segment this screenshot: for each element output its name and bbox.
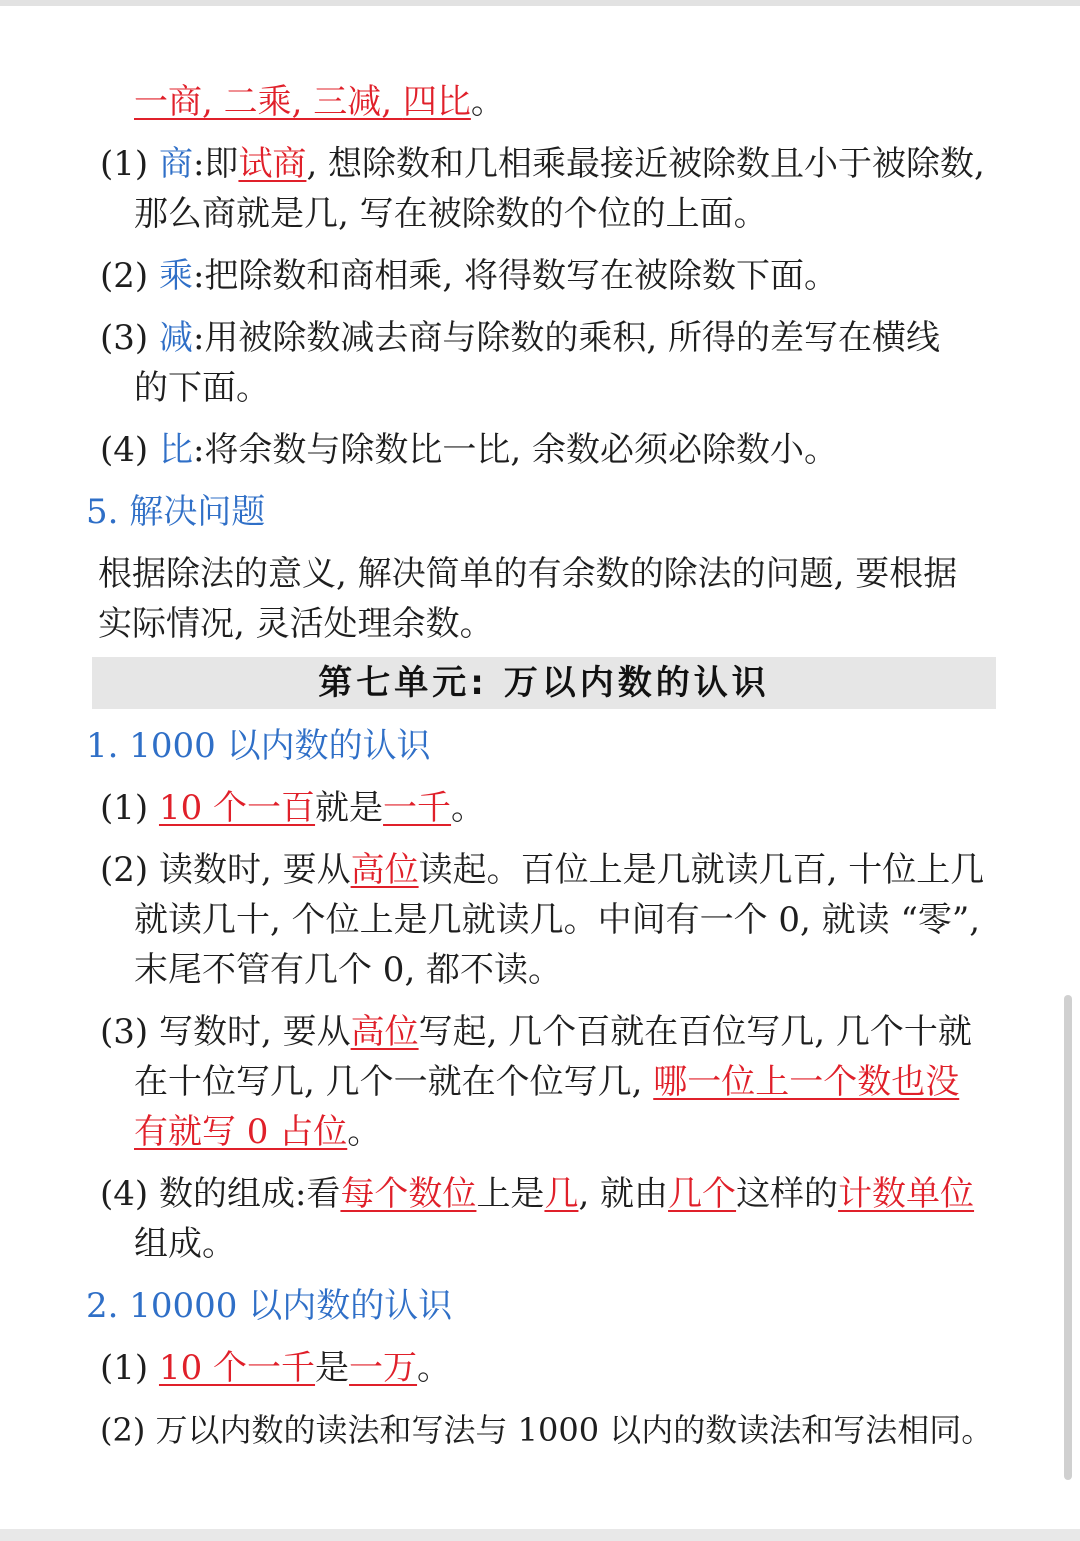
s2-item-1: (1) 10 个一千是一万。 [100,1348,452,1388]
s2-item-2: (2) 万以内数的读法和写法与 1000 以内的数读法和写法相同。 [100,1411,994,1449]
s1-item-4-line-1: (4) 数的组成:看每个数位上是几, 就由几个这样的计数单位 [100,1174,975,1214]
step-3-line-1: (3) 减:用被除数减去商与除数的乘积, 所得的差写在横线 [100,318,941,358]
summary-period: 。 [470,82,505,122]
step-2-keyword: 乘 [158,256,193,296]
section-5-heading: 5. 解决问题 [86,492,266,532]
top-edge-bar [0,0,1080,6]
step-3-keyword: 减 [158,318,193,358]
step-2-line: (2) 乘:把除数和商相乘, 将得数写在被除数下面。 [100,256,839,296]
vertical-scrollbar[interactable] [1064,995,1072,1480]
step-1-line-1: (1) 商:即试商, 想除数和几相乘最接近被除数且小于被除数, [100,144,985,184]
unit-7-title-banner: 第七单元: 万以内数的认识 [92,657,996,709]
s1-item-3-line-1: (3) 写数时, 要从高位写起, 几个百就在百位写几, 几个十就 [100,1012,972,1052]
s1-item-2-line-2: 就读几十, 个位上是几就读几。中间有一个 0, 就读 “零”, [134,900,981,940]
division-steps-summary [134,78,505,126]
section-5-line-1: 根据除法的意义, 解决简单的有余数的除法的问题, 要根据 [98,554,958,594]
s1-item-1: (1) 10 个一百就是一千。 [100,788,486,828]
step-4-line: (4) 比:将余数与除数比一比, 余数必须必除数小。 [100,430,839,470]
step-3-line-2: 的下面。 [134,368,270,408]
summary-steps-text: 一商, 二乘, 三减, [134,82,403,122]
s1-item-3-line-3: 有就写 0 占位。 [134,1112,382,1152]
section-2-heading: 2. 10000 以内数的认识 [86,1286,453,1326]
summary-step-compare: 四比 [402,82,471,122]
step-1-keyword: 商 [158,144,193,184]
step-4-keyword: 比 [158,430,193,470]
step-1-highlight: 试商 [238,144,307,184]
s1-item-4-line-2: 组成。 [134,1224,236,1264]
section-1-heading: 1. 1000 以内数的认识 [86,726,431,766]
s1-item-2-line-1: (2) 读数时, 要从高位读起。百位上是几就读几百, 十位上几 [100,850,985,890]
bottom-edge-bar [0,1529,1080,1541]
s1-item-3-line-2: 在十位写几, 几个一就在个位写几, 哪一位上一个数也没 [134,1062,960,1102]
s1-item-2-line-3: 末尾不管有几个 0, 都不读。 [134,950,563,990]
step-1-line-2: 那么商就是几, 写在被除数的个位的上面。 [134,194,768,234]
section-5-line-2: 实际情况, 灵活处理余数。 [98,604,494,644]
